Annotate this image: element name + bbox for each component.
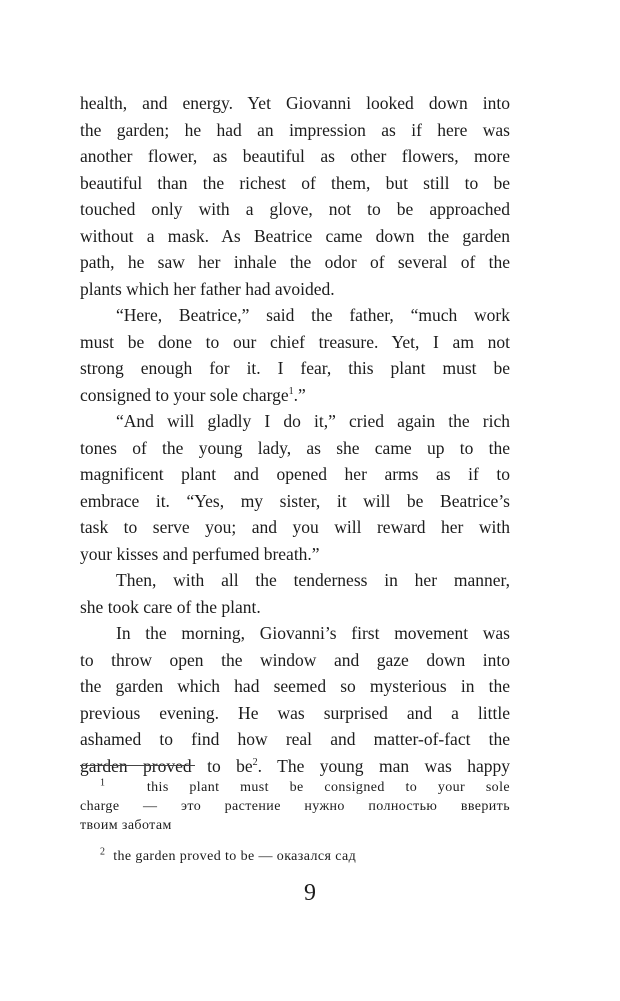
text-line: without a mask. As Beatrice came down the garden	[80, 225, 510, 246]
page-body	[80, 90, 510, 779]
footnote-gap	[80, 835, 510, 847]
text-line: previous evening. He was surprised and a little	[80, 702, 510, 723]
footnote-marker: 2	[100, 846, 106, 858]
footnote-reference[interactable]: 2	[252, 756, 258, 768]
footnote-line: charge — это растение нужно полностью вверить	[80, 799, 510, 814]
text-line: strong enough for it. I fear, this plant must be	[80, 358, 510, 378]
footnote-line	[80, 847, 510, 866]
text-segment: . The young man was happy	[257, 755, 510, 776]
text-line: “Here, Beatrice,” said the father, “much work	[116, 305, 510, 325]
footnote-text: this plant must be consigned to your sole	[146, 780, 510, 795]
text-line: beautiful than the richest of them, but still to be	[80, 172, 510, 193]
text-line: plants which her father had avoided.	[80, 278, 335, 299]
text-line: your kisses and perfumed breath.”	[80, 543, 320, 564]
text-line: health, and energy. Yet Giovanni looked down into	[80, 93, 510, 113]
text-line: must be done to our chief treasure. Yet, I am not	[80, 331, 510, 352]
text-line: the garden; he had an impression as if here was	[80, 119, 510, 140]
body-text	[80, 90, 510, 779]
text-line: another flower, as beautiful as other flowers, more	[80, 146, 510, 166]
footnote-text: the garden proved to be — оказался сад	[113, 849, 357, 864]
text-line: path, he saw her inhale the odor of several of the	[80, 252, 510, 272]
text-segment: consigned to your sole charge	[80, 384, 289, 405]
text-line: ashamed to find how real and matter-of-fact the	[80, 729, 510, 749]
text-line: Then, with all the tenderness in her manner,	[116, 570, 510, 590]
text-line: “And will gladly I do it,” cried again the rich	[116, 411, 510, 431]
text-line: she took care of the plant.	[80, 596, 261, 617]
footnote-marker: 1	[100, 777, 106, 789]
footnote-1	[80, 778, 510, 835]
text-line	[80, 382, 510, 409]
text-line: embrace it. “Yes, my sister, it will be Beatrice’s	[80, 490, 510, 511]
footnote-reference[interactable]: 1	[288, 385, 294, 397]
footnote-line: твоим заботам	[80, 818, 172, 833]
text-line: touched only with a glove, not to be approached	[80, 199, 510, 219]
footnote-2	[80, 847, 510, 866]
text-segment: garden proved to be	[80, 755, 253, 776]
text-segment: .”	[293, 384, 306, 405]
text-line: to throw open the window and gaze down into	[80, 649, 510, 670]
page-number: 9	[304, 880, 316, 906]
text-line: In the morning, Giovanni’s first movement was	[116, 623, 510, 643]
footnote-divider	[80, 765, 195, 766]
text-line: task to serve you; and you will reward her with	[80, 517, 510, 537]
footnotes	[80, 778, 510, 866]
text-line: tones of the young lady, as she came up to the	[80, 437, 510, 458]
text-line: the garden which had seemed so mysterious in the	[80, 676, 510, 696]
text-line: magnificent plant and opened her arms as if to	[80, 464, 510, 484]
footnote-line	[80, 778, 510, 797]
